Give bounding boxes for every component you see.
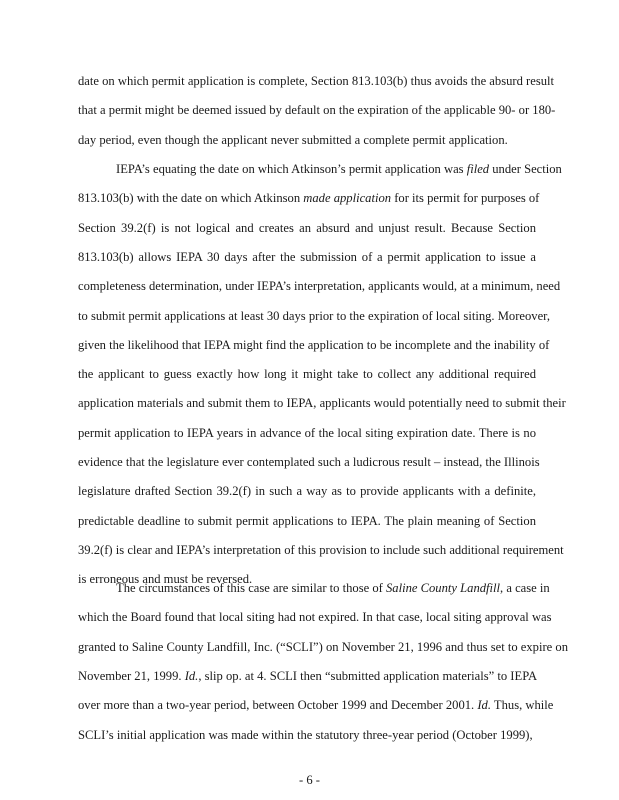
text-line bbox=[78, 132, 536, 149]
text-run: given the likelihood that IEPA might find the application to be incomplete and the inability of bbox=[78, 337, 550, 352]
text-run: permit application to IEPA years in advance of the local siting expiration date. There is no bbox=[78, 425, 536, 440]
text-run: 813.103(b) allows IEPA 30 days after the submission of a permit application to issue a bbox=[78, 249, 536, 264]
text-run: date on which permit application is complete, Section 813.103(b) thus avoids the absurd result bbox=[78, 74, 555, 88]
text-run: The circumstances of this case are similar to those of bbox=[116, 581, 386, 595]
text-line bbox=[78, 425, 536, 442]
text-line bbox=[78, 102, 556, 119]
text-line bbox=[78, 395, 566, 412]
text-run: evidence that the legislature ever contemplated such a ludicrous result – instead, the Illinois bbox=[78, 455, 540, 469]
text-line bbox=[78, 73, 555, 90]
page-number: - 6 - bbox=[299, 773, 320, 787]
text-run: , slip op. at 4. SCLI then “submitted application materials” to IEPA bbox=[198, 668, 538, 683]
text-line bbox=[78, 580, 550, 597]
text-line bbox=[78, 668, 536, 685]
text-run: day period, even though the applicant never submitted a complete permit application. bbox=[78, 132, 508, 147]
text-run: predictable deadline to submit permit applications to IEPA. The plain meaning of Section bbox=[78, 513, 536, 528]
text-line bbox=[78, 249, 536, 266]
text-line bbox=[78, 220, 536, 237]
text-line bbox=[78, 513, 536, 530]
text-run: application materials and submit them to IEPA, applicants would potentially need to submit their bbox=[78, 396, 566, 411]
text-line bbox=[78, 483, 536, 500]
text-line bbox=[78, 308, 551, 325]
text-run: , a case in bbox=[500, 581, 550, 595]
text-run: under Section bbox=[489, 162, 562, 176]
text-run: November 21, 1999. bbox=[78, 668, 185, 683]
text-line bbox=[78, 639, 569, 656]
text-line bbox=[78, 278, 561, 295]
text-run: for its permit for purposes of bbox=[391, 191, 540, 206]
text-line bbox=[78, 161, 562, 178]
italic-text: made application bbox=[303, 191, 392, 206]
italic-text: Id. bbox=[477, 698, 491, 713]
text-run: granted to Saline County Landfill, Inc. (“SCLI”) on November 21, 1996 and thus set to expire on bbox=[78, 639, 569, 654]
text-run: the applicant to guess exactly how long it might take to collect any additional required bbox=[78, 367, 536, 382]
text-line bbox=[78, 727, 536, 744]
text-line bbox=[78, 337, 550, 354]
text-run: is erroneous and must be reversed. bbox=[78, 572, 253, 587]
text-line bbox=[78, 454, 540, 471]
text-run: which the Board found that local siting had not expired. In that case, local siting approval was bbox=[78, 610, 552, 625]
italic-text: filed bbox=[466, 162, 490, 176]
text-run: 39.2(f) is clear and IEPA’s interpretation of this provision to include such additional requirement bbox=[78, 542, 564, 557]
text-line bbox=[78, 366, 536, 383]
text-run: that a permit might be deemed issued by default on the expiration of the applicable 90- or 180- bbox=[78, 103, 556, 118]
italic-text: Id. bbox=[184, 668, 199, 683]
text-line bbox=[78, 542, 564, 559]
text-run: IEPA’s equating the date on which Atkinson’s permit application was bbox=[116, 162, 467, 176]
text-run: Thus, while bbox=[491, 698, 554, 713]
text-run: over more than a two-year period, between October 1999 and December 2001. bbox=[78, 698, 478, 713]
text-run: legislature drafted Section 39.2(f) in such a way as to provide applicants with a definite, bbox=[78, 484, 536, 499]
text-line bbox=[78, 609, 552, 626]
text-run: completeness determination, under IEPA’s interpretation, applicants would, at a minimum, need bbox=[78, 279, 561, 294]
text-line bbox=[78, 697, 554, 714]
text-run: Section 39.2(f) is not logical and creates an absurd and unjust result. Because Section bbox=[78, 220, 536, 235]
text-run: 813.103(b) with the date on which Atkinson bbox=[78, 191, 304, 206]
text-run: to submit permit applications at least 30 days prior to the expiration of local siting. Moreover, bbox=[78, 308, 551, 323]
italic-text: Saline County Landfill bbox=[385, 581, 501, 595]
text-line bbox=[78, 190, 540, 207]
text-run: SCLI’s initial application was made within the statutory three-year period (October 1999), bbox=[78, 727, 533, 742]
